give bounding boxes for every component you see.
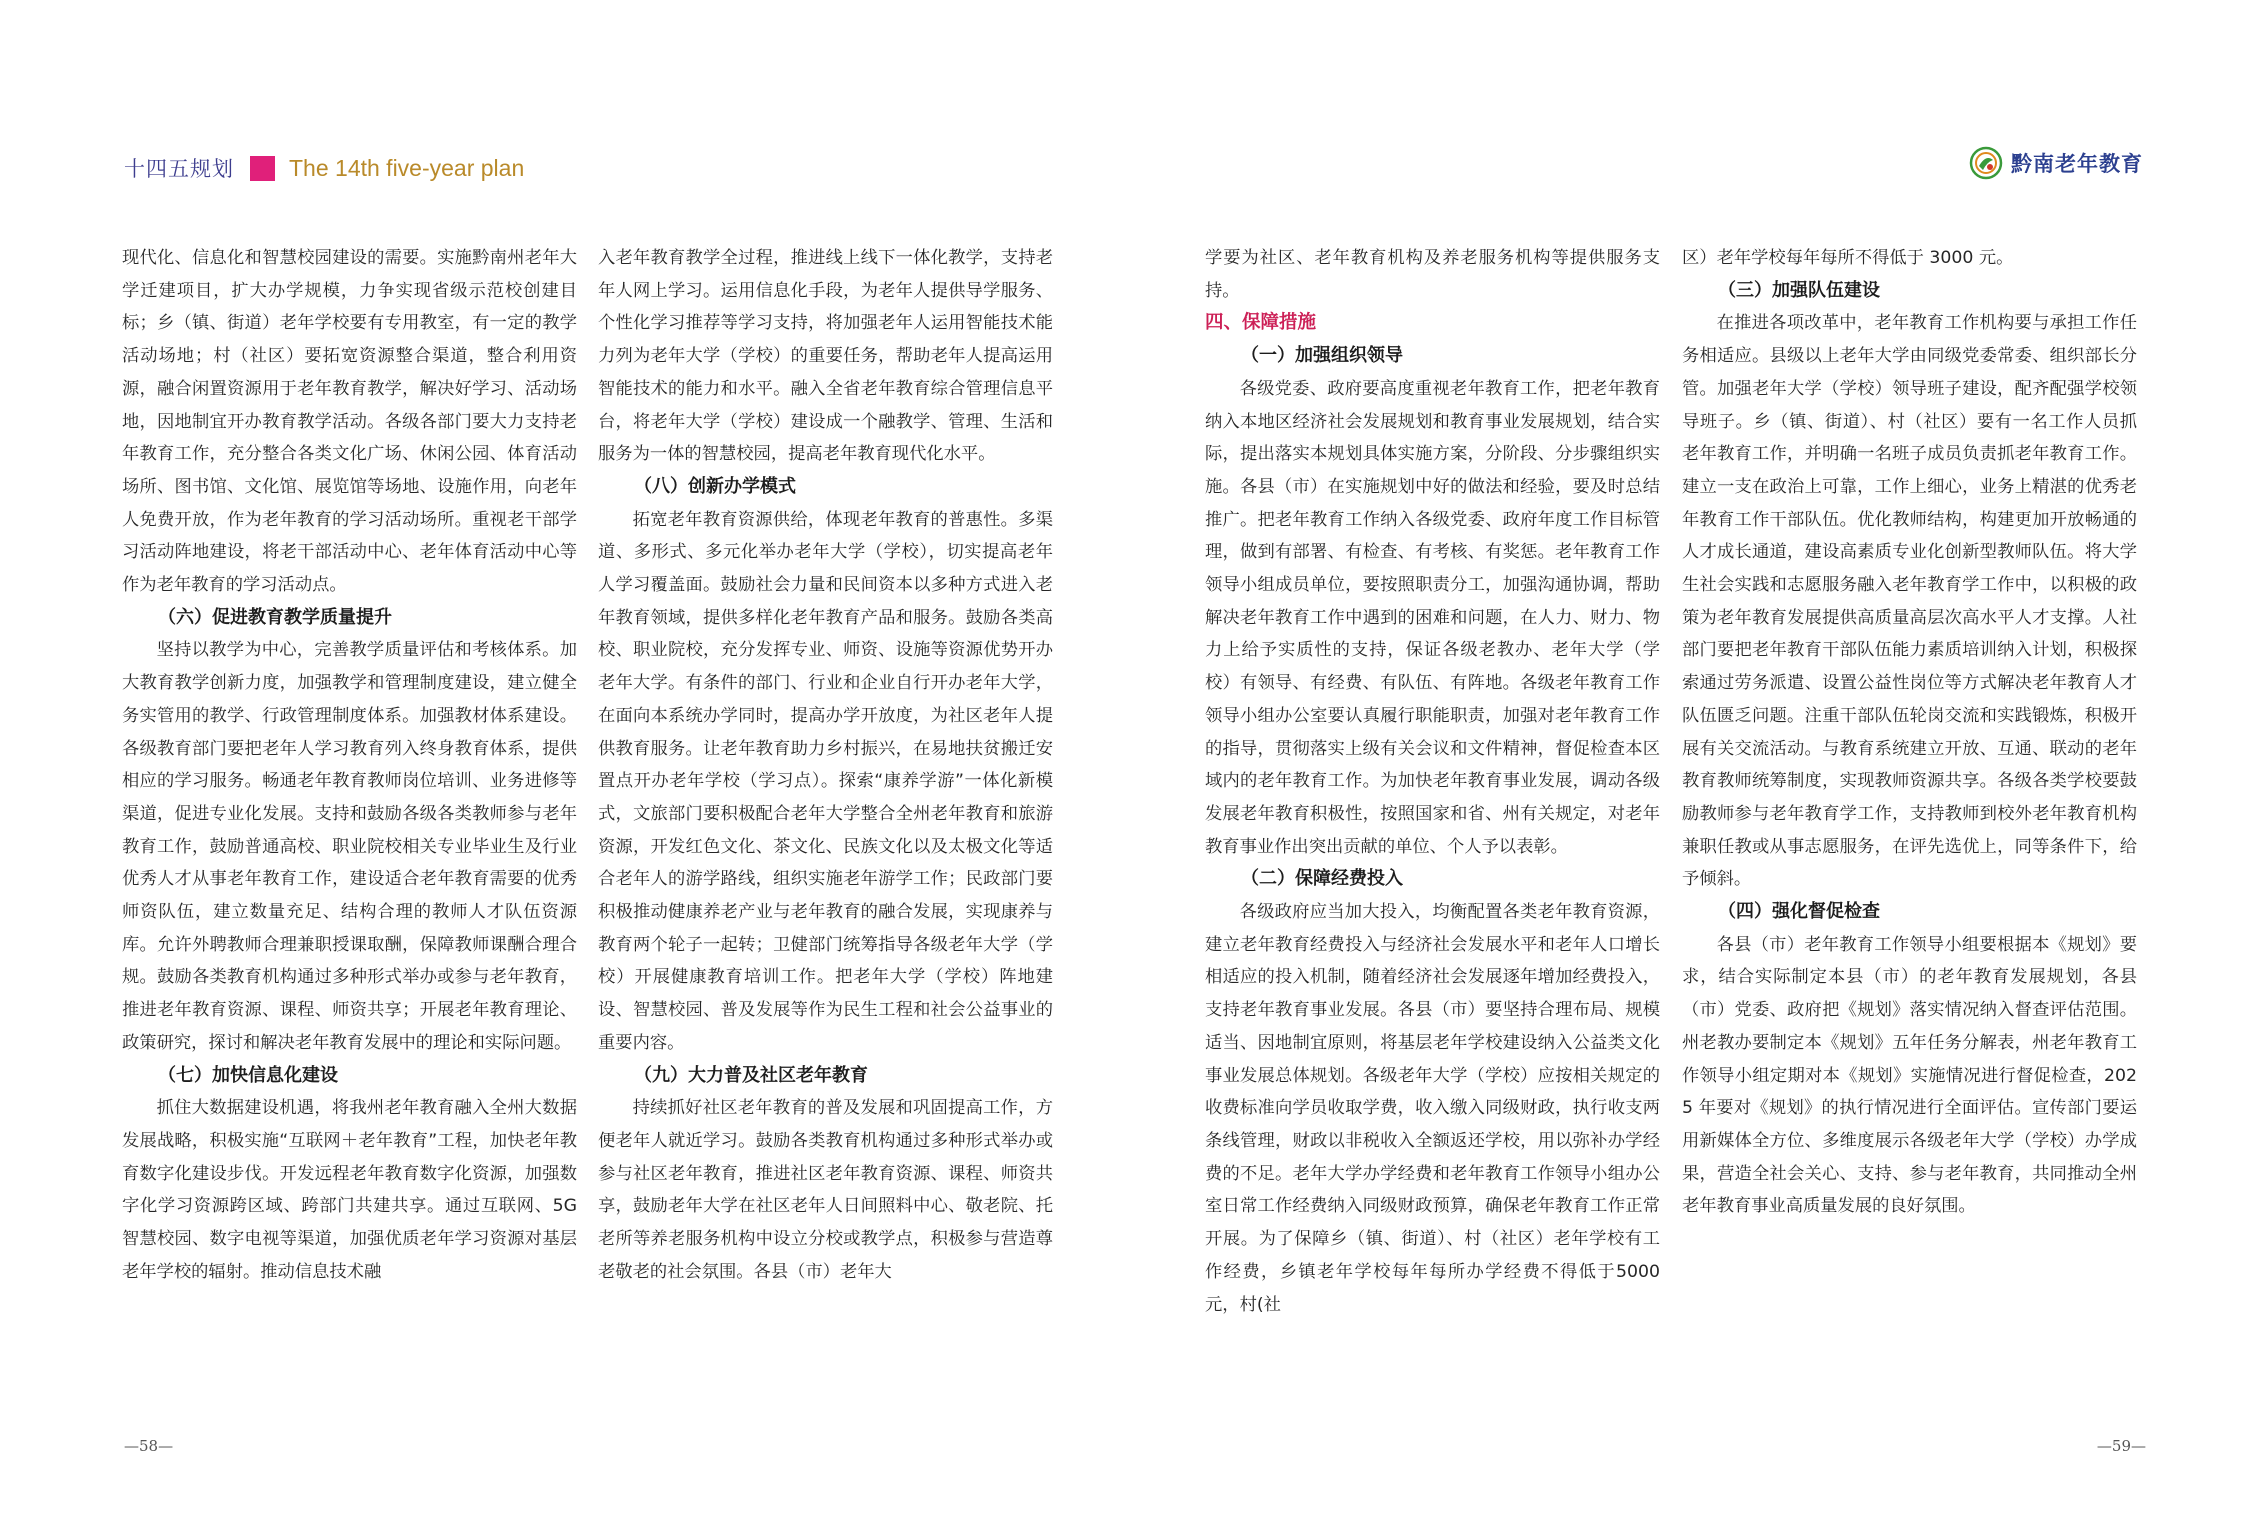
subheading: （六）促进教育教学质量提升 xyxy=(158,606,392,628)
section-title-cn: 十四五规划 xyxy=(124,157,234,181)
subheading: （四）强化督促检查 xyxy=(1718,901,1880,923)
paragraph: 入老年教育教学全过程，推进线上线下一体化教学，支持老年人网上学习。运用信息化手段，为老年人提供导学服务、个性化学习推荐等学习支持，将加强老年人运用智能技术能力列为老年大学（学校）的重要任务，帮助老年人提高运用智能技术的能力和水平。融入全省老年教育综合管理信息平台，将老年大学（学校）建设成一个融教学、管理、生活和服务为一体的智慧校园，提高老年教育现代化水平。 xyxy=(598,248,1053,465)
subheading: （七）加快信息化建设 xyxy=(158,1064,338,1086)
publication-logo xyxy=(1969,143,2143,183)
paragraph: 拓宽老年教育资源供给，体现老年教育的普惠性。多渠道、多形式、多元化举办老年大学（学校），切实提高老年人学习覆盖面。鼓励社会力量和民间资本以多种方式进入老年教育领域，提供多样化老年教育产品和服务。鼓励各类高校、职业院校，充分发挥专业、师资、设施等资源优势开办老年大学。有条件的部门、行业和企业自行开办老年大学，在面向本系统办学同时，提高办学开放度，为社区老年人提供教育服务。让老年教育助力乡村振兴，在易地扶贫搬迁安置点开办老年学校（学习点）。探索“康养学游”一体化新模式，文旅部门要积极配合老年大学整合全州老年教育和旅游资源，开发红色文化、茶文化、民族文化以及太极文化等适合老年人的游学路线，组织实施老年游学工作；民政部门要积极推动健康养老产业与老年教育的融合发展，实现康养与教育两个轮子一起转；卫健部门统筹指导各级老年大学（学校）开展健康教育培训工作。把老年大学（学校）阵地建设、智慧校园、普及发展等作为民生工程和社会公益事业的重要内容。 xyxy=(598,509,1053,1053)
subheading: （一）加强组织领导 xyxy=(1241,345,1403,367)
text-column-1 xyxy=(122,242,577,1289)
subheading: （二）保障经费投入 xyxy=(1241,868,1403,890)
paragraph: 区）老年学校每年每所不得低于 3000 元。 xyxy=(1682,248,2014,268)
paragraph: 现代化、信息化和智慧校园建设的需要。实施黔南州老年大学迁建项目，扩大办学规模，力争实现省级示范校创建目标；乡（镇、街道）老年学校要有专用教室，有一定的教学活动场地；村（社区）要拓宽资源整合渠道，整合利用资源，融合闲置资源用于老年教育教学，解决好学习、活动场地，因地制宜开办教育教学活动。各级各部门要大力支持老年教育工作，充分整合各类文化广场、休闲公园、体育活动场所、图书馆、文化馆、展览馆等场地、设施作用，向老年人免费开放，作为老年教育的学习活动场所。重视老干部学习活动阵地建设，将老干部活动中心、老年体育活动中心等作为老年教育的学习活动点。 xyxy=(122,248,577,596)
section-header xyxy=(124,148,524,188)
green-orange-logo-icon xyxy=(1969,146,2003,180)
logo-text: 黔南老年教育 xyxy=(2011,152,2143,176)
section-heading: 四、保障措施 xyxy=(1205,312,1317,334)
page-number: —59— xyxy=(2096,1437,2146,1455)
subheading: （九）大力普及社区老年教育 xyxy=(634,1064,868,1086)
page-number: —58— xyxy=(124,1437,174,1455)
text-column-2 xyxy=(598,242,1053,1289)
subheading: （三）加强队伍建设 xyxy=(1718,279,1880,301)
paragraph: 坚持以教学为中心，完善教学质量评估和考核体系。加大教育教学创新力度，加强教学和管理制度建设，建立健全务实管用的教学、行政管理制度体系。加强教材体系建设。各级教育部门要把老年人学习教育列入终身教育体系，提供相应的学习服务。畅通老年教育教师岗位培训、业务进修等渠道，促进专业化发展。支持和鼓励各级各类教师参与老年教育工作，鼓励普通高校、职业院校相关专业毕业生及行业优秀人才从事老年教育工作，建设适合老年教育需要的优秀师资队伍，建立数量充足、结构合理的教师人才队伍资源库。允许外聘教师合理兼职授课取酬，保障教师课酬合理合规。鼓励各类教育机构通过多种形式举办或参与老年教育，推进老年教育资源、课程、师资共享；开展老年教育理论、政策研究，探讨和解决老年教育发展中的理论和实际问题。 xyxy=(122,640,577,1053)
paragraph: 抓住大数据建设机遇，将我州老年教育融入全州大数据发展战略，积极实施“互联网＋老年教育”工程，加快老年教育数字化建设步伐。开发远程老年教育数字化资源，加强数字化学习资源跨区域、跨部门共建共享。通过互联网、5G 智慧校园、数字电视等渠道，加强优质老年学习资源对基层老年学校的辐射。推动信息技术融 xyxy=(122,1098,577,1282)
paragraph: 学要为社区、老年教育机构及养老服务机构等提供服务支持。 xyxy=(1205,248,1660,301)
subheading: （八）创新办学模式 xyxy=(634,475,796,497)
paragraph: 在推进各项改革中，老年教育工作机构要与承担工作任务相适应。县级以上老年大学由同级党委常委、组织部长分管。加强老年大学（学校）领导班子建设，配齐配强学校领导班子。乡（镇、街道）、村（社区）要有一名工作人员抓老年教育工作，并明确一名班子成员负责抓老年教育工作。建立一支在政治上可靠，工作上细心，业务上精湛的优秀老年教育工作干部队伍。优化教师结构，构建更加开放畅通的人才成长通道，建设高素质专业化创新型教师队伍。将大学生社会实践和志愿服务融入老年教育学工作中，以积极的政策为老年教育发展提供高质量高层次高水平人才支撑。人社部门要把老年教育干部队伍能力素质培训纳入计划，积极探索通过劳务派遣、设置公益性岗位等方式解决老年教育人才队伍匮乏问题。注重干部队伍轮岗交流和实践锻炼，积极开展有关交流活动。与教育系统建立开放、互通、联动的老年教育教师统筹制度，实现教师资源共享。各级各类学校要鼓励教师参与老年教育学工作，支持教师到校外老年教育机构兼职任教或从事志愿服务，在评先选优上，同等条件下，给予倾斜。 xyxy=(1682,313,2137,890)
paragraph: 持续抓好社区老年教育的普及发展和巩固提高工作，方便老年人就近学习。鼓励各类教育机构通过多种形式举办或参与社区老年教育，推进社区老年教育资源、课程、师资共享，鼓励老年大学在社区老年人日间照料中心、敬老院、托老所等养老服务机构中设立分校或教学点，积极参与营造尊老敬老的社会氛围。各县（市）老年大 xyxy=(598,1098,1053,1282)
paragraph: 各县（市）老年教育工作领导小组要根据本《规划》要求，结合实际制定本县（市）的老年教育发展规划，各县（市）党委、政府把《规划》落实情况纳入督查评估范围。州老教办要制定本《规划》五年任务分解表，州老年教育工作领导小组定期对本《规划》实施情况进行督促检查，2025 年要对《规划》的执行情况进行全面评估。宣传部门要运用新媒体全方位、多维度展示各级老年大学（学校）办学成果，营造全社会关心、支持、参与老年教育，共同推动全州老年教育事业高质量发展的良好氛围。 xyxy=(1682,934,2137,1217)
accent-square-icon xyxy=(250,156,275,181)
paragraph: 各级政府应当加大投入，均衡配置各类老年教育资源，建立老年教育经费投入与经济社会发展水平和老年人口增长相适应的投入机制，随着经济社会发展逐年增加经费投入，支持老年教育事业发展。各县（市）要坚持合理布局、规模适当、因地制宜原则，将基层老年学校建设纳入公益类文化事业发展总体规划。各级老年大学（学校）应按相关规定的收费标准向学员收取学费，收入缴入同级财政，执行收支两条线管理，财政以非税收入全额返还学校，用以弥补办学经费的不足。老年大学办学经费和老年教育工作领导小组办公室日常工作经费纳入同级财政预算，确保老年教育工作正常开展。为了保障乡（镇、街道）、村（社区）老年学校有工作经费，乡镇老年学校每年每所办学经费不得低于5000元，村(社 xyxy=(1205,902,1660,1315)
text-column-3 xyxy=(1205,242,1660,1321)
section-title-en: The 14th five-year plan xyxy=(289,154,525,181)
left-page xyxy=(0,0,1120,1520)
right-page xyxy=(1120,0,2241,1520)
text-column-4 xyxy=(1682,242,2137,1223)
paragraph: 各级党委、政府要高度重视老年教育工作，把老年教育纳入本地区经济社会发展规划和教育事业发展规划，结合实际，提出落实本规划具体实施方案，分阶段、分步骤组织实施。各县（市）在实施规划中好的做法和经验，要及时总结推广。把老年教育工作纳入各级党委、政府年度工作目标管理，做到有部署、有检查、有考核、有奖惩。老年教育工作领导小组成员单位，要按照职责分工，加强沟通协调，帮助解决老年教育工作中遇到的困难和问题，在人力、财力、物力上给予实质性的支持，保证各级老教办、老年大学（学校）有领导、有经费、有队伍、有阵地。各级老年教育工作领导小组办公室要认真履行职能职责，加强对老年教育工作的指导，贯彻落实上级有关会议和文件精神，督促检查本区域内的老年教育工作。为加快老年教育事业发展，调动各级发展老年教育积极性，按照国家和省、州有关规定，对老年教育事业作出突出贡献的单位、个人予以表彰。 xyxy=(1205,378,1660,857)
